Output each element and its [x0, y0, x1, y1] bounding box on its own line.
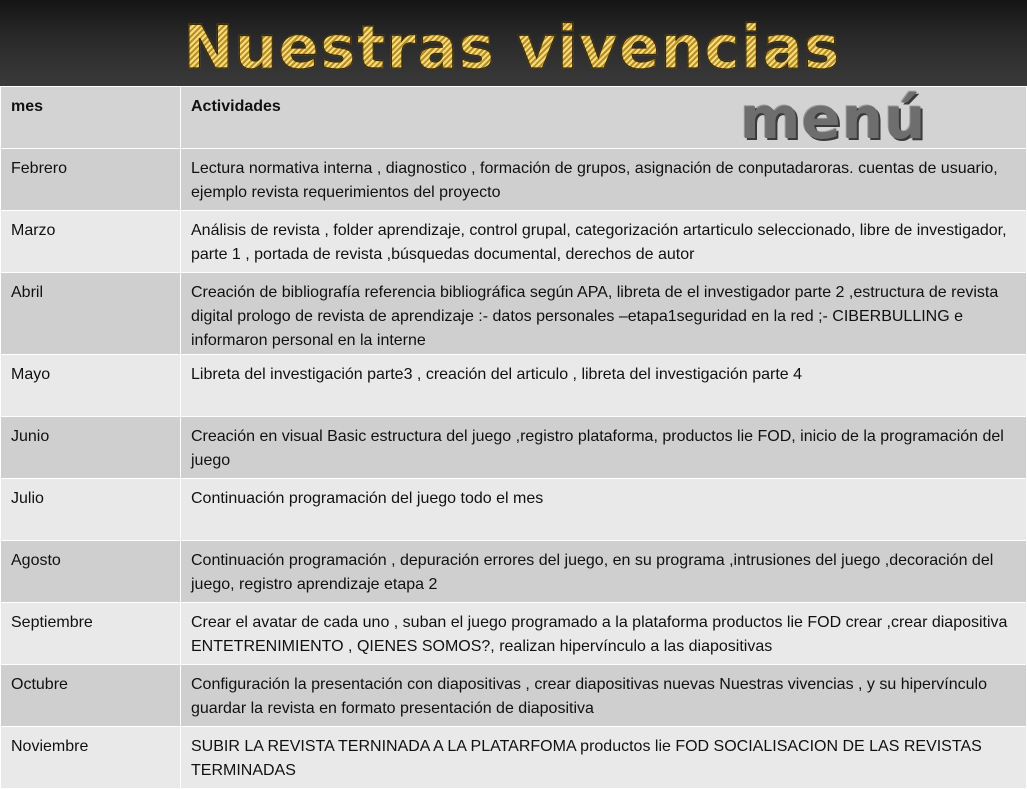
table-row — [1, 211, 1027, 273]
table-row — [1, 355, 1027, 417]
header-month: mes — [1, 87, 181, 149]
month-cell: Abril — [1, 273, 181, 355]
activities-cell: Crear el avatar de cada uno , suban el juego programado a la plataforma productos lie FOD crear ,crear diapositiva ENTETRENIMIENTO , QIENES SOMOS?, realizan hipervínculo a las diapositivas — [181, 603, 1027, 665]
activities-cell: Análisis de revista , folder aprendizaje, control grupal, categorización artarticulo seleccionado, libre de investigador, parte 1 , portada de revista ,búsquedas documental, derechos de autor — [181, 211, 1027, 273]
month-cell: Agosto — [1, 541, 181, 603]
table-row — [1, 541, 1027, 603]
activities-cell: Configuración la presentación con diapositivas , crear diapositivas nuevas Nuestras vivencias , y su hipervínculo guardar la revista en formato presentación de diapositiva — [181, 665, 1027, 727]
month-cell: Julio — [1, 479, 181, 541]
activities-table — [0, 86, 1027, 789]
activities-cell: Libreta del investigación parte3 , creación del articulo , libreta del investigación parte 4 — [181, 355, 1027, 417]
activities-table-container — [0, 86, 1024, 779]
activities-cell: Creación en visual Basic estructura del juego ,registro plataforma, productos lie FOD, inicio de la programación del juego — [181, 417, 1027, 479]
table-row — [1, 417, 1027, 479]
table-row — [1, 665, 1027, 727]
table-row — [1, 273, 1027, 355]
month-cell: Mayo — [1, 355, 181, 417]
table-row — [1, 149, 1027, 211]
slide-title: Nuestras vivencias — [0, 8, 1024, 88]
month-cell: Noviembre — [1, 727, 181, 789]
month-cell: Marzo — [1, 211, 181, 273]
menu-link[interactable]: menú — [740, 84, 927, 152]
table-row — [1, 479, 1027, 541]
activities-cell: Continuación programación del juego todo el mes — [181, 479, 1027, 541]
header-activities: Actividades — [181, 87, 1027, 149]
activities-cell: Lectura normativa interna , diagnostico , formación de grupos, asignación de conputadaroras. cuentas de usuario, ejemplo revista requerimientos del proyecto — [181, 149, 1027, 211]
activities-cell: SUBIR LA REVISTA TERNINADA A LA PLATARFOMA productos lie FOD SOCIALISACION DE LAS REVISTAS TERMINADAS — [181, 727, 1027, 789]
month-cell: Octubre — [1, 665, 181, 727]
activities-cell: Continuación programación , depuración errores del juego, en su programa ,intrusiones del juego ,decoración del juego, registro aprendizaje etapa 2 — [181, 541, 1027, 603]
table-row — [1, 727, 1027, 789]
month-cell: Junio — [1, 417, 181, 479]
month-cell: Septiembre — [1, 603, 181, 665]
table-row — [1, 603, 1027, 665]
month-cell: Febrero — [1, 149, 181, 211]
activities-cell: Creación de bibliografía referencia bibliográfica según APA, libreta de el investigador parte 2 ,estructura de revista digital prologo de revista de aprendizaje :- datos personales –etapa1seguridad en la red ;- CIBERBULLING e informaron personal en la interne — [181, 273, 1027, 355]
